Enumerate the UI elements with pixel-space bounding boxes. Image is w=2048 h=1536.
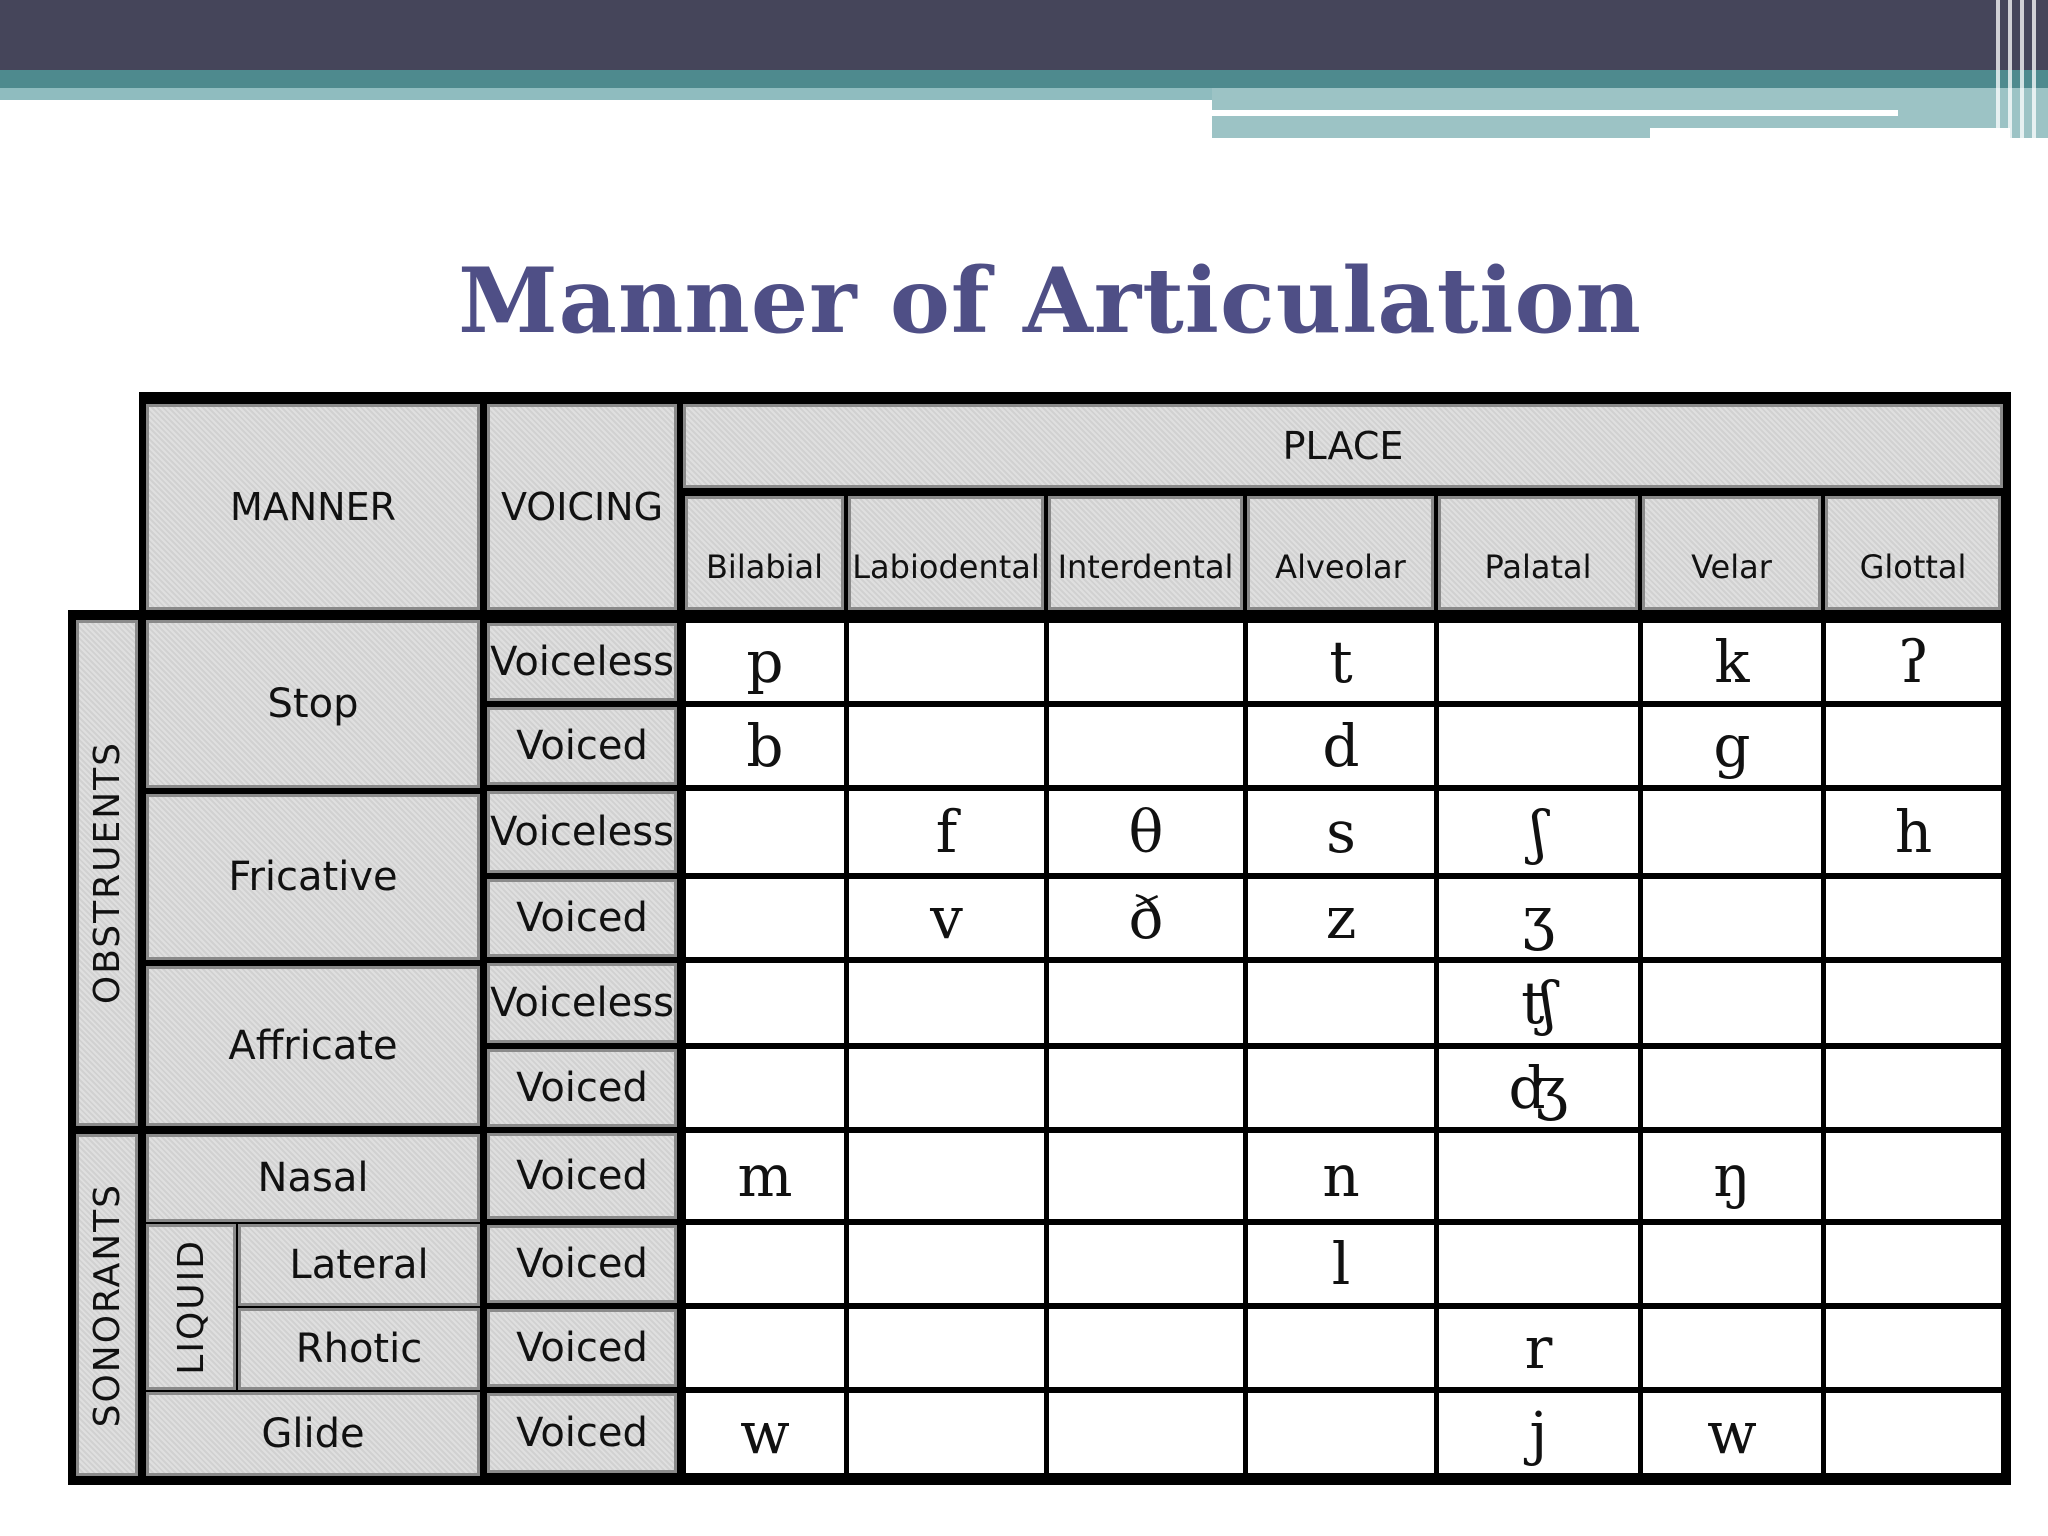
phoneme-cell	[1439, 1049, 1638, 1127]
phoneme-cell	[849, 1309, 1044, 1387]
phoneme-symbol: w	[740, 1399, 790, 1467]
phoneme-symbol: ð	[1128, 884, 1164, 952]
phoneme-symbol: g	[1713, 712, 1751, 780]
voicing-cell	[487, 963, 677, 1043]
phoneme-cell	[686, 1393, 844, 1473]
phoneme-cell	[1643, 623, 1821, 701]
phoneme-symbol: w	[1707, 1399, 1757, 1467]
place-column-header	[848, 496, 1044, 610]
place-column-label: Velar	[1691, 548, 1772, 586]
phoneme-cell	[849, 791, 1044, 873]
phoneme-cell	[1439, 1225, 1638, 1303]
phoneme-cell	[849, 623, 1044, 701]
phoneme-cell	[1248, 623, 1434, 701]
phoneme-cell	[1439, 1393, 1638, 1473]
phoneme-symbol: m	[737, 1142, 793, 1210]
voicing-cell	[487, 1133, 677, 1219]
phoneme-cell	[1049, 963, 1243, 1043]
phoneme-cell	[686, 963, 844, 1043]
voicing-header-label: VOICING	[500, 485, 664, 529]
phoneme-cell	[686, 707, 844, 785]
phoneme-cell	[1643, 879, 1821, 957]
phoneme-cell	[849, 879, 1044, 957]
phoneme-cell	[1826, 623, 2001, 701]
phoneme-cell	[1439, 963, 1638, 1043]
phoneme-cell	[1248, 1225, 1434, 1303]
phoneme-cell	[1248, 791, 1434, 873]
voicing-label: Voiced	[516, 1241, 648, 1287]
top-banner-accent-light	[0, 88, 1212, 100]
phoneme-symbol: l	[1331, 1230, 1351, 1298]
place-column-label: Alveolar	[1275, 548, 1406, 586]
phoneme-cell	[1643, 1049, 1821, 1127]
voicing-header	[487, 404, 677, 610]
phoneme-cell	[849, 1133, 1044, 1219]
place-column-label: Palatal	[1484, 548, 1592, 586]
phoneme-symbol: h	[1894, 798, 1933, 866]
phoneme-cell	[1643, 791, 1821, 873]
phoneme-cell	[1826, 963, 2001, 1043]
phoneme-cell	[1049, 623, 1243, 701]
voicing-label: Voiced	[516, 1153, 648, 1199]
phoneme-cell	[686, 1225, 844, 1303]
phoneme-symbol: f	[935, 798, 958, 866]
phoneme-cell	[1439, 879, 1638, 957]
voicing-label: Voiced	[516, 1065, 648, 1111]
phoneme-cell	[1643, 1225, 1821, 1303]
phoneme-cell	[1049, 1225, 1243, 1303]
phoneme-cell	[1248, 1393, 1434, 1473]
phoneme-cell	[1439, 1309, 1638, 1387]
phoneme-cell	[686, 791, 844, 873]
phoneme-cell	[1643, 1309, 1821, 1387]
liquid-group	[146, 1224, 236, 1390]
place-header	[683, 404, 2003, 488]
voicing-label: Voiceless	[490, 809, 674, 855]
voicing-cell	[487, 623, 677, 701]
voicing-cell	[487, 791, 677, 873]
manner-label-stop: Stop	[267, 681, 359, 727]
manner-label-nasal: Nasal	[257, 1155, 369, 1201]
phoneme-cell	[849, 1225, 1044, 1303]
manner-cell-affricate	[146, 966, 480, 1126]
phoneme-symbol: r	[1524, 1314, 1553, 1382]
phoneme-cell	[1643, 1133, 1821, 1219]
phoneme-cell	[1248, 1309, 1434, 1387]
manner-cell-glide	[146, 1392, 480, 1476]
phoneme-symbol: v	[930, 884, 963, 952]
phoneme-cell	[1643, 1393, 1821, 1473]
manner-cell-nasal	[146, 1134, 480, 1222]
phoneme-cell	[1248, 707, 1434, 785]
top-banner-stripe	[2032, 0, 2036, 138]
phoneme-cell	[849, 1393, 1044, 1473]
top-banner-accent	[0, 70, 2048, 88]
manner-label-glide: Glide	[261, 1411, 365, 1457]
phoneme-cell	[1439, 707, 1638, 785]
phoneme-symbol: n	[1322, 1142, 1360, 1210]
manner-header-label: MANNER	[229, 485, 397, 529]
phoneme-symbol: ʤ	[1508, 1054, 1569, 1122]
phoneme-cell	[849, 707, 1044, 785]
place-column-header	[1247, 496, 1434, 610]
sonorants-label: SONORANTS	[86, 1182, 128, 1428]
phoneme-cell	[1248, 1133, 1434, 1219]
phoneme-symbol: j	[1529, 1399, 1548, 1467]
manner-header	[146, 404, 480, 610]
voicing-label: Voiced	[516, 895, 648, 941]
manner-cell-rhotic	[238, 1308, 480, 1390]
manner-cell-stop	[146, 620, 480, 788]
phoneme-symbol: b	[746, 712, 784, 780]
phoneme-cell	[1826, 1133, 2001, 1219]
voicing-cell	[487, 879, 677, 957]
place-column-label: Glottal	[1859, 548, 1967, 586]
top-banner-line	[1650, 128, 2010, 138]
voicing-label: Voiceless	[490, 639, 674, 685]
phoneme-symbol: p	[746, 628, 784, 696]
phoneme-cell	[686, 623, 844, 701]
place-column-header	[1642, 496, 1821, 610]
voicing-label: Voiced	[516, 1410, 648, 1456]
phoneme-symbol: ŋ	[1713, 1142, 1751, 1210]
phoneme-symbol: ʔ	[1897, 628, 1930, 696]
phoneme-cell	[1248, 879, 1434, 957]
place-header-label: PLACE	[1282, 424, 1404, 468]
voicing-cell	[487, 1049, 677, 1127]
place-column-label: Labiodental	[852, 548, 1040, 586]
phoneme-cell	[686, 879, 844, 957]
phoneme-cell	[849, 963, 1044, 1043]
phoneme-cell	[1643, 707, 1821, 785]
top-banner-stripe	[2020, 0, 2024, 138]
top-banner-line	[1212, 110, 1898, 116]
top-banner	[0, 0, 2048, 70]
phoneme-cell	[1439, 623, 1638, 701]
phoneme-cell	[1826, 1049, 2001, 1127]
phoneme-cell	[1049, 879, 1243, 957]
phoneme-cell	[1826, 1309, 2001, 1387]
phoneme-cell	[1826, 791, 2001, 873]
phoneme-cell	[686, 1309, 844, 1387]
voicing-cell	[487, 707, 677, 785]
phoneme-cell	[1826, 707, 2001, 785]
place-column-label: Bilabial	[705, 548, 824, 586]
voicing-label: Voiced	[516, 723, 648, 769]
phoneme-cell	[1826, 1393, 2001, 1473]
liquid-label: LIQUID	[170, 1239, 212, 1375]
place-column-label: Interdental	[1057, 548, 1234, 586]
phoneme-symbol: ʃ	[1530, 798, 1547, 866]
place-column-header	[1048, 496, 1243, 610]
manner-label-fricative: Fricative	[228, 854, 398, 900]
phoneme-symbol: k	[1714, 628, 1750, 696]
phoneme-cell	[1049, 1133, 1243, 1219]
voicing-label: Voiceless	[490, 980, 674, 1026]
place-column-header	[1438, 496, 1638, 610]
phoneme-cell	[1049, 1393, 1243, 1473]
voicing-cell	[487, 1393, 677, 1473]
phoneme-cell	[686, 1133, 844, 1219]
phoneme-symbol: s	[1326, 798, 1356, 866]
obstruents-label: OBSTRUENTS	[86, 741, 128, 1005]
place-column-header	[685, 496, 844, 610]
phoneme-cell	[1049, 791, 1243, 873]
phoneme-cell	[1049, 1049, 1243, 1127]
manner-label-lateral: Lateral	[289, 1242, 429, 1288]
top-banner-stripe	[2008, 0, 2012, 138]
phoneme-cell	[1049, 1309, 1243, 1387]
phoneme-cell	[1439, 1133, 1638, 1219]
phoneme-cell	[1826, 1225, 2001, 1303]
phoneme-cell	[849, 1049, 1044, 1127]
place-column-header	[1825, 496, 2001, 610]
phoneme-symbol: ʧ	[1521, 969, 1556, 1037]
manner-cell-lateral	[238, 1224, 480, 1306]
obstruents-group	[76, 620, 138, 1126]
voicing-cell	[487, 1225, 677, 1303]
top-banner-stripe	[1996, 0, 2000, 138]
phoneme-cell	[1248, 1049, 1434, 1127]
sonorants-group	[76, 1134, 138, 1476]
phoneme-symbol: d	[1322, 712, 1360, 780]
phoneme-cell	[1049, 707, 1243, 785]
phoneme-symbol: ʒ	[1522, 884, 1555, 952]
phoneme-symbol: t	[1329, 628, 1353, 696]
voicing-cell	[487, 1309, 677, 1387]
phoneme-symbol: z	[1325, 884, 1357, 952]
slide-title: Manner of Articulation	[458, 248, 1642, 354]
phoneme-cell	[1826, 879, 2001, 957]
voicing-label: Voiced	[516, 1325, 648, 1371]
phoneme-cell	[1643, 963, 1821, 1043]
manner-label-affricate: Affricate	[228, 1023, 398, 1069]
phoneme-cell	[1248, 963, 1434, 1043]
phoneme-cell	[1439, 791, 1638, 873]
phoneme-cell	[686, 1049, 844, 1127]
phoneme-symbol: θ	[1128, 798, 1164, 866]
manner-label-rhotic: Rhotic	[295, 1326, 423, 1372]
manner-cell-fricative	[146, 794, 480, 960]
